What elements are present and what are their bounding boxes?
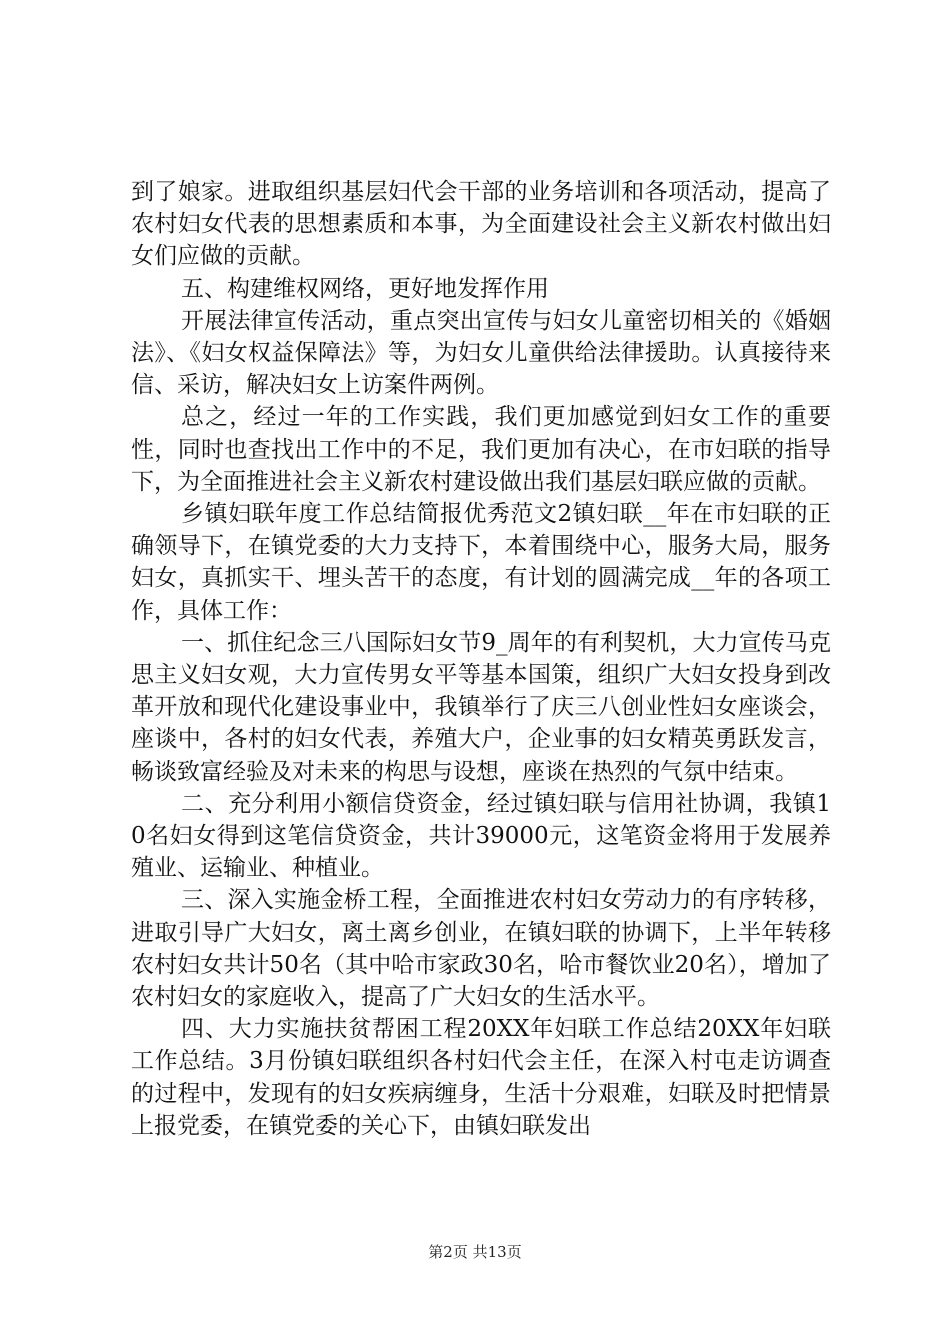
document-body (131, 176, 831, 1142)
paragraph-sample-2-intro: 乡镇妇联年度工作总结简报优秀范文2镇妇联__年在市妇联的正确领导下，在镇党委的大力支持下，本着围绕中心，服务大局，服务妇女，真抓实干、埋头苦干的态度，有计划的圆满完成__年的各项工作，具体工作： (131, 501, 831, 624)
paragraph-item-1: 一、抓住纪念三八国际妇女节9_周年的有利契机，大力宣传马克思主义妇女观，大力宣传男女平等基本国策，组织广大妇女投身到改革开放和现代化建设事业中，我镇举行了庆三八创业性妇女座谈会，座谈中，各村的妇女代表，养殖大户，企业事的妇女精英勇跃发言，畅谈致富经验及对未来的构思与设想，座谈在热烈的气氛中结束。 (131, 629, 831, 785)
paragraph-item-2: 二、充分利用小额信贷资金，经过镇妇联与信用社协调，我镇10名妇女得到这笔信贷资金，共计39000元，这笔资金将用于发展养殖业、运输业、种植业。 (131, 790, 831, 882)
paragraph-conclusion: 总之，经过一年的工作实践，我们更加感觉到妇女工作的重要性，同时也查找出工作中的不足，我们更加有决心，在市妇联的指导下，为全面推进社会主义新农村建设做出我们基层妇联应做的贡献。 (131, 404, 831, 495)
paragraph-item-4: 四、大力实施扶贫帮困工程20XX年妇联工作总结20XX年妇联工作总结。3月份镇妇联组织各村妇代会主任，在深入村屯走访调查的过程中，发现有的妇女疾病缠身，生活十分艰难，妇联及时把情景上报党委，在镇党委的关心下，由镇妇联发出 (131, 1016, 831, 1139)
paragraph-legal-publicity: 开展法律宣传活动，重点突出宣传与妇女儿童密切相关的《婚姻法》、《妇女权益保障法》等，为妇女儿童供给法律援助。认真接待来信、采访，解决妇女上访案件两例。 (131, 307, 831, 399)
page-number-footer: 第2页 共13页 (428, 1243, 522, 1261)
section-heading-5: 五、构建维权网络，更好地发挥作用 (181, 275, 549, 302)
paragraph-continuation: 到了娘家。进取组织基层妇代会干部的业务培训和各项活动，提高了农村妇女代表的思想素质和本事，为全面建设社会主义新农村做出妇女们应做的贡献。 (131, 179, 831, 270)
paragraph-item-3: 三、深入实施金桥工程，全面推进农村妇女劳动力的有序转移，进取引导广大妇女，离土离乡创业，在镇妇联的协调下，上半年转移农村妇女共计50名（其中哈市家政30名，哈市餐饮业20名），增加了农村妇女的家庭收入，提高了广大妇女的生活水平。 (131, 887, 831, 1011)
